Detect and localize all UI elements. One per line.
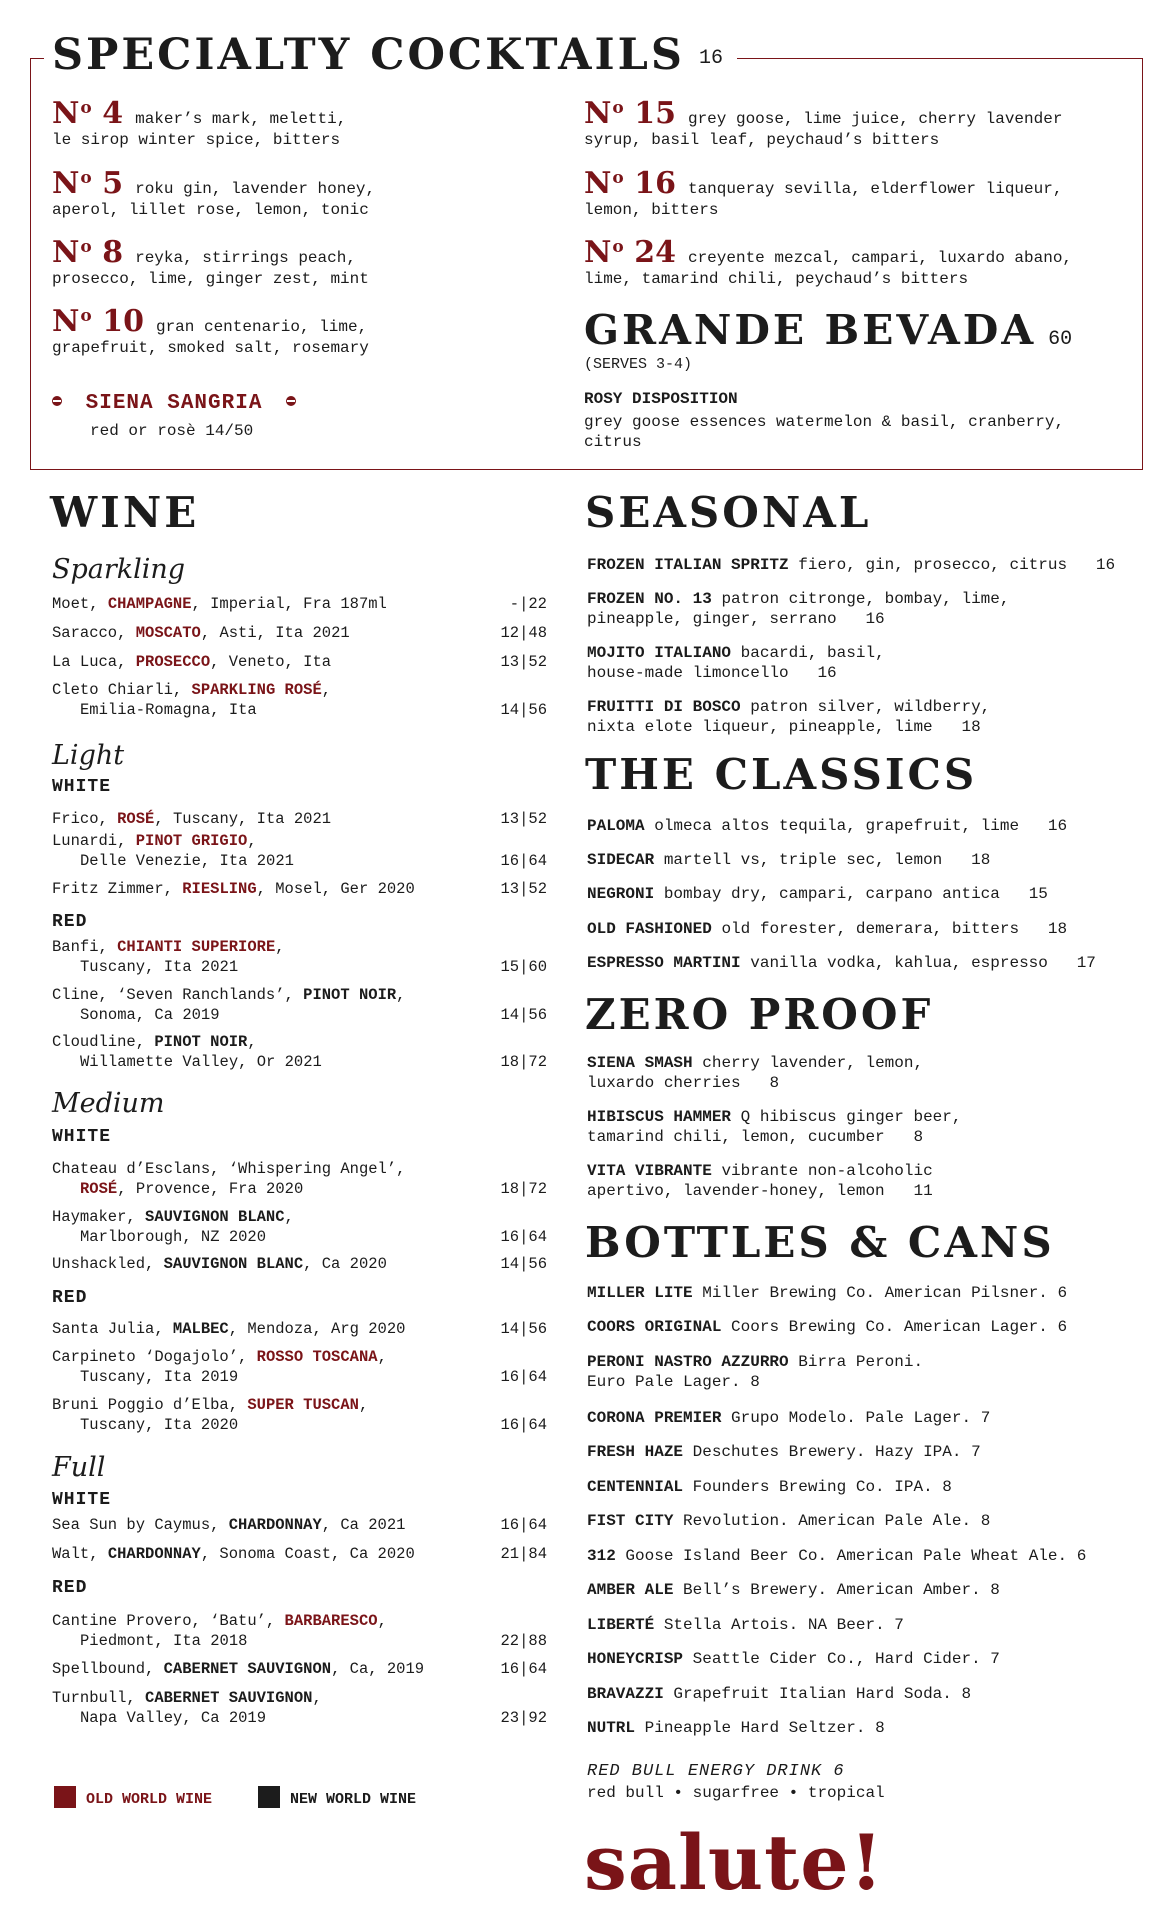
cocktail-desc: tanqueray sevilla, elderflower liqueur, <box>687 180 1063 198</box>
menu-item: MOJITO ITALIANO bacardi, basil, house-made limoncello 16 <box>587 644 885 682</box>
cocktail-item <box>52 168 572 221</box>
wine-price: 14|56 <box>500 1005 547 1024</box>
cocktail-number: $N^o$ 5 <box>52 166 124 201</box>
menu-item: VITA VIBRANTE vibrante non-alcoholic apertivo, lavender-honey, lemon 11 <box>587 1162 933 1200</box>
wine-row: Frico, ROSÉ, Tuscany, Ita 2021 13|52 <box>52 810 547 828</box>
menu-item: PALOMA olmeca altos tequila, grapefruit, lime 16 <box>587 817 1068 835</box>
legend-old-world: OLD WORLD WINE <box>54 1786 212 1808</box>
wine-row: Bruni Poggio d’Elba, SUPER TUSCAN, Tuscany, Ita 2020 16|64 <box>52 1396 547 1434</box>
cocktail-title: SPECIALTY COCKTAILS <box>52 30 685 80</box>
menu-item: FRUITTI DI BOSCO patron silver, wildberry, nixta elote liqueur, pineapple, lime 18 <box>587 698 991 736</box>
cocktail-desc: aperol, lillet rose, lemon, tonic <box>52 201 369 219</box>
menu-item: FROZEN ITALIAN SPRITZ fiero, gin, prosecco, citrus 16 <box>587 556 1116 574</box>
full-white-label: WHITE <box>52 1490 112 1510</box>
medium-red-label: RED <box>52 1288 88 1308</box>
bullet-icon <box>52 396 62 406</box>
wine-row: Fritz Zimmer, RIESLING, Mosel, Ger 2020 13|52 <box>52 880 547 898</box>
wine-row: Walt, CHARDONNAY, Sonoma Coast, Ca 2020 21|84 <box>52 1545 547 1563</box>
cocktail-item <box>52 98 572 151</box>
cocktail-desc: prosecco, lime, ginger zest, mint <box>52 270 369 288</box>
cocktail-price: 16 <box>698 47 723 70</box>
menu-item: OLD FASHIONED old forester, demerara, bitters 18 <box>587 920 1068 938</box>
wine-row: Saracco, MOSCATO, Asti, Ita 2021 12|48 <box>52 624 547 642</box>
wine-row: La Luca, PROSECCO, Veneto, Ita 13|52 <box>52 653 547 671</box>
wine-row: Turnbull, CABERNET SAUVIGNON, Napa Valley, Ca 2019 23|92 <box>52 1689 547 1727</box>
grande-serves: (SERVES 3-4) <box>584 356 693 373</box>
grande-item-name: ROSY DISPOSITION <box>584 390 738 408</box>
wine-row: Sea Sun by Caymus, CHARDONNAY, Ca 2021 16|64 <box>52 1516 547 1534</box>
classics-title: THE CLASSICS <box>585 750 978 799</box>
cocktail-desc: le sirop winter spice, bitters <box>52 131 341 149</box>
wine-price: 13|52 <box>500 880 547 898</box>
wine-price: 15|60 <box>500 957 547 976</box>
legend-new-world: NEW WORLD WINE <box>258 1786 416 1808</box>
menu-item: 312 Goose Island Beer Co. American Pale Wheat Ale. 6 <box>587 1547 1087 1565</box>
grande-title: GRANDE BEVADA <box>584 306 1037 354</box>
full-red-label: RED <box>52 1578 88 1598</box>
cocktail-number: $N^o$ 24 <box>584 235 676 270</box>
menu-item: LIBERTÉ Stella Artois. NA Beer. 7 <box>587 1616 904 1634</box>
medium-label: Medium <box>52 1088 165 1119</box>
wine-price: 13|52 <box>500 653 547 671</box>
sparkling-label: Sparkling <box>52 554 186 585</box>
salute-signoff: salute! <box>584 1818 884 1907</box>
wine-row: Cloudline, PINOT NOIR, Willamette Valley, Or 2021 18|72 <box>52 1033 547 1071</box>
full-label: Full <box>52 1452 106 1483</box>
cocktail-item <box>584 168 1144 221</box>
wine-price: 16|64 <box>500 851 547 870</box>
wine-price: 21|84 <box>500 1545 547 1563</box>
menu-item: NUTRL Pineapple Hard Seltzer. 8 <box>587 1719 885 1737</box>
grande-item-desc: grey goose essences watermelon & basil, cranberry, citrus <box>584 413 1065 451</box>
cocktail-item <box>52 306 572 359</box>
menu-item: HIBISCUS HAMMER Q hibiscus ginger beer, tamarind chili, lemon, cucumber 8 <box>587 1108 962 1146</box>
cocktail-desc: gran centenario, lime, <box>155 318 368 336</box>
wine-price: 14|56 <box>500 700 547 719</box>
cocktail-desc: maker’s mark, meletti, <box>135 110 347 128</box>
seasonal-title: SEASONAL <box>585 488 872 537</box>
wine-title: WINE <box>50 488 200 537</box>
cocktail-desc: lime, tamarind chili, peychaud’s bitters <box>584 270 969 288</box>
sangria-desc: red or rosè 14/50 <box>90 422 254 440</box>
light-red-label: RED <box>52 912 88 932</box>
wine-row: Carpineto ‘Dogajolo’, ROSSO TOSCANA, Tuscany, Ita 2019 16|64 <box>52 1348 547 1386</box>
cocktail-desc: grapefruit, smoked salt, rosemary <box>52 339 369 357</box>
wine-price: 16|64 <box>500 1227 547 1246</box>
wine-price: 23|92 <box>500 1708 547 1727</box>
bullet-icon <box>286 396 296 406</box>
medium-white-label: WHITE <box>52 1127 112 1147</box>
menu-item: COORS ORIGINAL Coors Brewing Co. American Lager. 6 <box>587 1318 1068 1336</box>
cocktail-desc: lemon, bitters <box>584 201 719 219</box>
menu-item: MILLER LITE Miller Brewing Co. American Pilsner. 6 <box>587 1284 1068 1302</box>
menu-item: BRAVAZZI Grapefruit Italian Hard Soda. 8 <box>587 1685 972 1703</box>
menu-item: NEGRONI bombay dry, campari, carpano antica 15 <box>587 885 1048 903</box>
grande-header <box>584 306 1072 354</box>
menu-item: PERONI NASTRO AZZURRO Birra Peroni. Euro Pale Lager. 8 <box>587 1353 924 1391</box>
wine-row: Cline, ‘Seven Ranchlands’, PINOT NOIR, Sonoma, Ca 2019 14|56 <box>52 986 547 1024</box>
redbull-title: RED BULL ENERGY DRINK 6 <box>587 1762 845 1781</box>
zero-proof-title: ZERO PROOF <box>585 990 934 1039</box>
wine-price: 18|72 <box>500 1052 547 1071</box>
wine-row: Chateau d’Esclans, ‘Whispering Angel’, ROSÉ, Provence, Fra 2020 18|72 <box>52 1160 547 1198</box>
wine-row: Moet, CHAMPAGNE, Imperial, Fra 187ml -|22 <box>52 595 547 613</box>
wine-price: 14|56 <box>500 1320 547 1338</box>
menu-item: AMBER ALE Bell’s Brewery. American Amber. 8 <box>587 1581 1000 1599</box>
cocktail-number: $N^o$ 16 <box>584 166 676 201</box>
wine-price: 13|52 <box>500 810 547 828</box>
sangria-name: SIENA SANGRIA <box>85 392 263 415</box>
cocktail-item <box>584 98 1144 151</box>
wine-price: 16|64 <box>500 1367 547 1386</box>
wine-row: Cleto Chiarli, SPARKLING ROSÉ, Emilia-Romagna, Ita 14|56 <box>52 681 547 719</box>
light-label: Light <box>52 740 125 771</box>
cocktail-item <box>584 237 1144 290</box>
sangria-title <box>52 392 296 415</box>
wine-price: -|22 <box>509 595 547 613</box>
wine-price: 14|56 <box>500 1255 547 1273</box>
legend-swatch-old <box>54 1786 76 1808</box>
cocktail-number: $N^o$ 15 <box>584 96 676 131</box>
wine-row: Cantine Provero, ‘Batu’, BARBARESCO, Piedmont, Ita 2018 22|88 <box>52 1612 547 1650</box>
menu-item: HONEYCRISP Seattle Cider Co., Hard Cider. 7 <box>587 1650 1000 1668</box>
wine-price: 16|64 <box>500 1660 547 1678</box>
light-white-label: WHITE <box>52 777 112 797</box>
cocktail-desc: grey goose, lime juice, cherry lavender <box>687 110 1063 128</box>
wine-row: Santa Julia, MALBEC, Mendoza, Arg 2020 14|56 <box>52 1320 547 1338</box>
menu-item: FRESH HAZE Deschutes Brewery. Hazy IPA. 7 <box>587 1443 981 1461</box>
menu-item: CORONA PREMIER Grupo Modelo. Pale Lager. 7 <box>587 1409 991 1427</box>
wine-row: Unshackled, SAUVIGNON BLANC, Ca 2020 14|56 <box>52 1255 547 1273</box>
cocktail-item <box>52 237 572 290</box>
menu-item: FIST CITY Revolution. American Pale Ale. 8 <box>587 1512 991 1530</box>
wine-price: 18|72 <box>500 1179 547 1198</box>
menu-item: SIDECAR martell vs, triple sec, lemon 18 <box>587 851 991 869</box>
legend-swatch-new <box>258 1786 280 1808</box>
cocktail-number: $N^o$ 4 <box>52 96 124 131</box>
wine-price: 16|64 <box>500 1415 547 1434</box>
wine-price: 12|48 <box>500 624 547 642</box>
cocktail-number: $N^o$ 10 <box>52 304 144 339</box>
cocktail-desc: reyka, stirrings peach, <box>135 249 356 267</box>
grande-price: 60 <box>1048 328 1073 351</box>
wine-row: Spellbound, CABERNET SAUVIGNON, Ca, 2019 16|64 <box>52 1660 547 1678</box>
menu-item: CENTENNIAL Founders Brewing Co. IPA. 8 <box>587 1478 952 1496</box>
wine-row: Banfi, CHIANTI SUPERIORE, Tuscany, Ita 2021 15|60 <box>52 938 547 976</box>
menu-item: FROZEN NO. 13 patron citronge, bombay, lime, pineapple, ginger, serrano 16 <box>587 590 1010 628</box>
bottles-title: BOTTLES & CANS <box>585 1218 1055 1267</box>
wine-row: Lunardi, PINOT GRIGIO, Delle Venezie, Ita 2021 16|64 <box>52 832 547 870</box>
cocktail-desc: syrup, basil leaf, peychaud’s bitters <box>584 131 940 149</box>
cocktail-desc: creyente mezcal, campari, luxardo abano, <box>687 249 1073 267</box>
cocktail-number: $N^o$ 8 <box>52 235 124 270</box>
cocktail-desc: roku gin, lavender honey, <box>135 180 376 198</box>
wine-price: 22|88 <box>500 1631 547 1650</box>
menu-item: SIENA SMASH cherry lavender, lemon, luxardo cherries 8 <box>587 1054 924 1092</box>
wine-row: Haymaker, SAUVIGNON BLANC, Marlborough, NZ 2020 16|64 <box>52 1208 547 1246</box>
cocktail-header <box>44 30 737 80</box>
menu-item: ESPRESSO MARTINI vanilla vodka, kahlua, espresso 17 <box>587 954 1096 972</box>
wine-price: 16|64 <box>500 1516 547 1534</box>
redbull-desc: red bull • sugarfree • tropical <box>587 1784 885 1802</box>
